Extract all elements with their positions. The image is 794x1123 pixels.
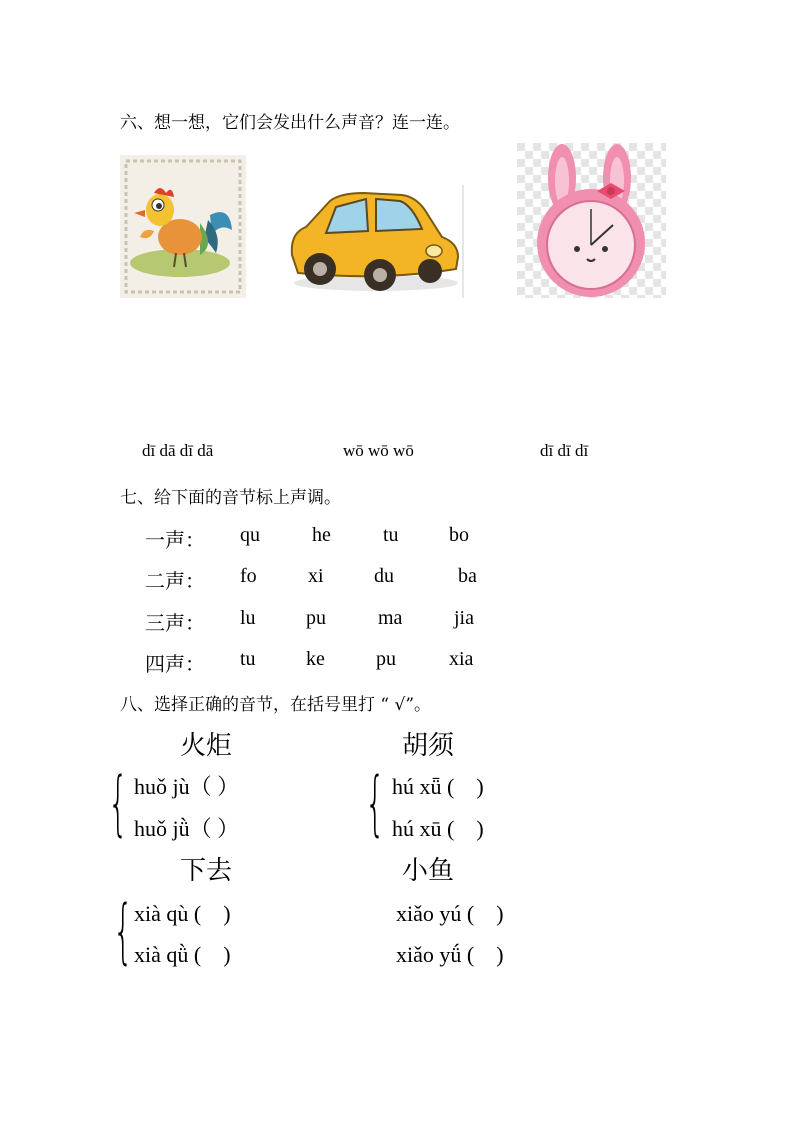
syllable: tu [383,524,399,546]
section6-heading: 六、想一想，它们会发出什么声音？连一连。 [120,113,460,133]
syllable: du [374,565,394,587]
word-xiaqu: 下去 [180,856,233,886]
option-2a[interactable]: hú xǖ ( ) [392,774,484,799]
word-huoju: 火炬 [180,731,233,761]
tone-label-2: 二声： [145,571,205,593]
syllable: he [312,524,331,546]
syllable: qu [240,524,260,546]
syllable: jia [454,607,474,629]
option-2b[interactable]: hú xū ( ) [392,816,484,841]
tone-label-3: 三声： [145,613,205,635]
syllable: lu [240,607,256,629]
rooster-image [120,155,246,298]
brace: { [108,762,129,844]
option-1b[interactable]: huǒ jǜ（ ） [134,816,240,841]
option-4b[interactable]: xiǎo yǘ ( ) [396,942,504,967]
sound-3: dī dī dī [540,441,589,460]
syllable: ke [306,648,325,670]
car-image [284,185,464,298]
syllable: bo [449,524,469,546]
word-xiaoyu: 小鱼 [402,856,455,886]
word-huxu: 胡须 [402,731,455,761]
sound-2: wō wō wō [343,441,414,460]
syllable: pu [376,648,396,670]
section7-heading: 七、给下面的音节标上声调。 [120,488,341,508]
option-3b[interactable]: xià qǜ ( ) [134,942,231,967]
syllable: tu [240,648,256,670]
syllable: ba [458,565,477,587]
brace: { [365,762,386,844]
syllable: xi [308,565,324,587]
option-1a[interactable]: huǒ jù（ ） [134,774,240,799]
option-3a[interactable]: xià qù ( ) [134,901,231,926]
option-4a[interactable]: xiǎo yú ( ) [396,901,504,926]
sound-1: dī dā dī dā [142,441,214,460]
tone-label-4: 四声： [145,654,205,676]
syllable: xia [449,648,474,670]
alarm-clock-image [517,143,666,298]
syllable: ma [378,607,403,629]
brace: { [113,890,134,972]
syllable: fo [240,565,257,587]
syllable: pu [306,607,326,629]
tone-label-1: 一声： [145,530,205,552]
section8-heading: 八、选择正确的音节，在括号里打 “ √”。 [120,695,432,715]
